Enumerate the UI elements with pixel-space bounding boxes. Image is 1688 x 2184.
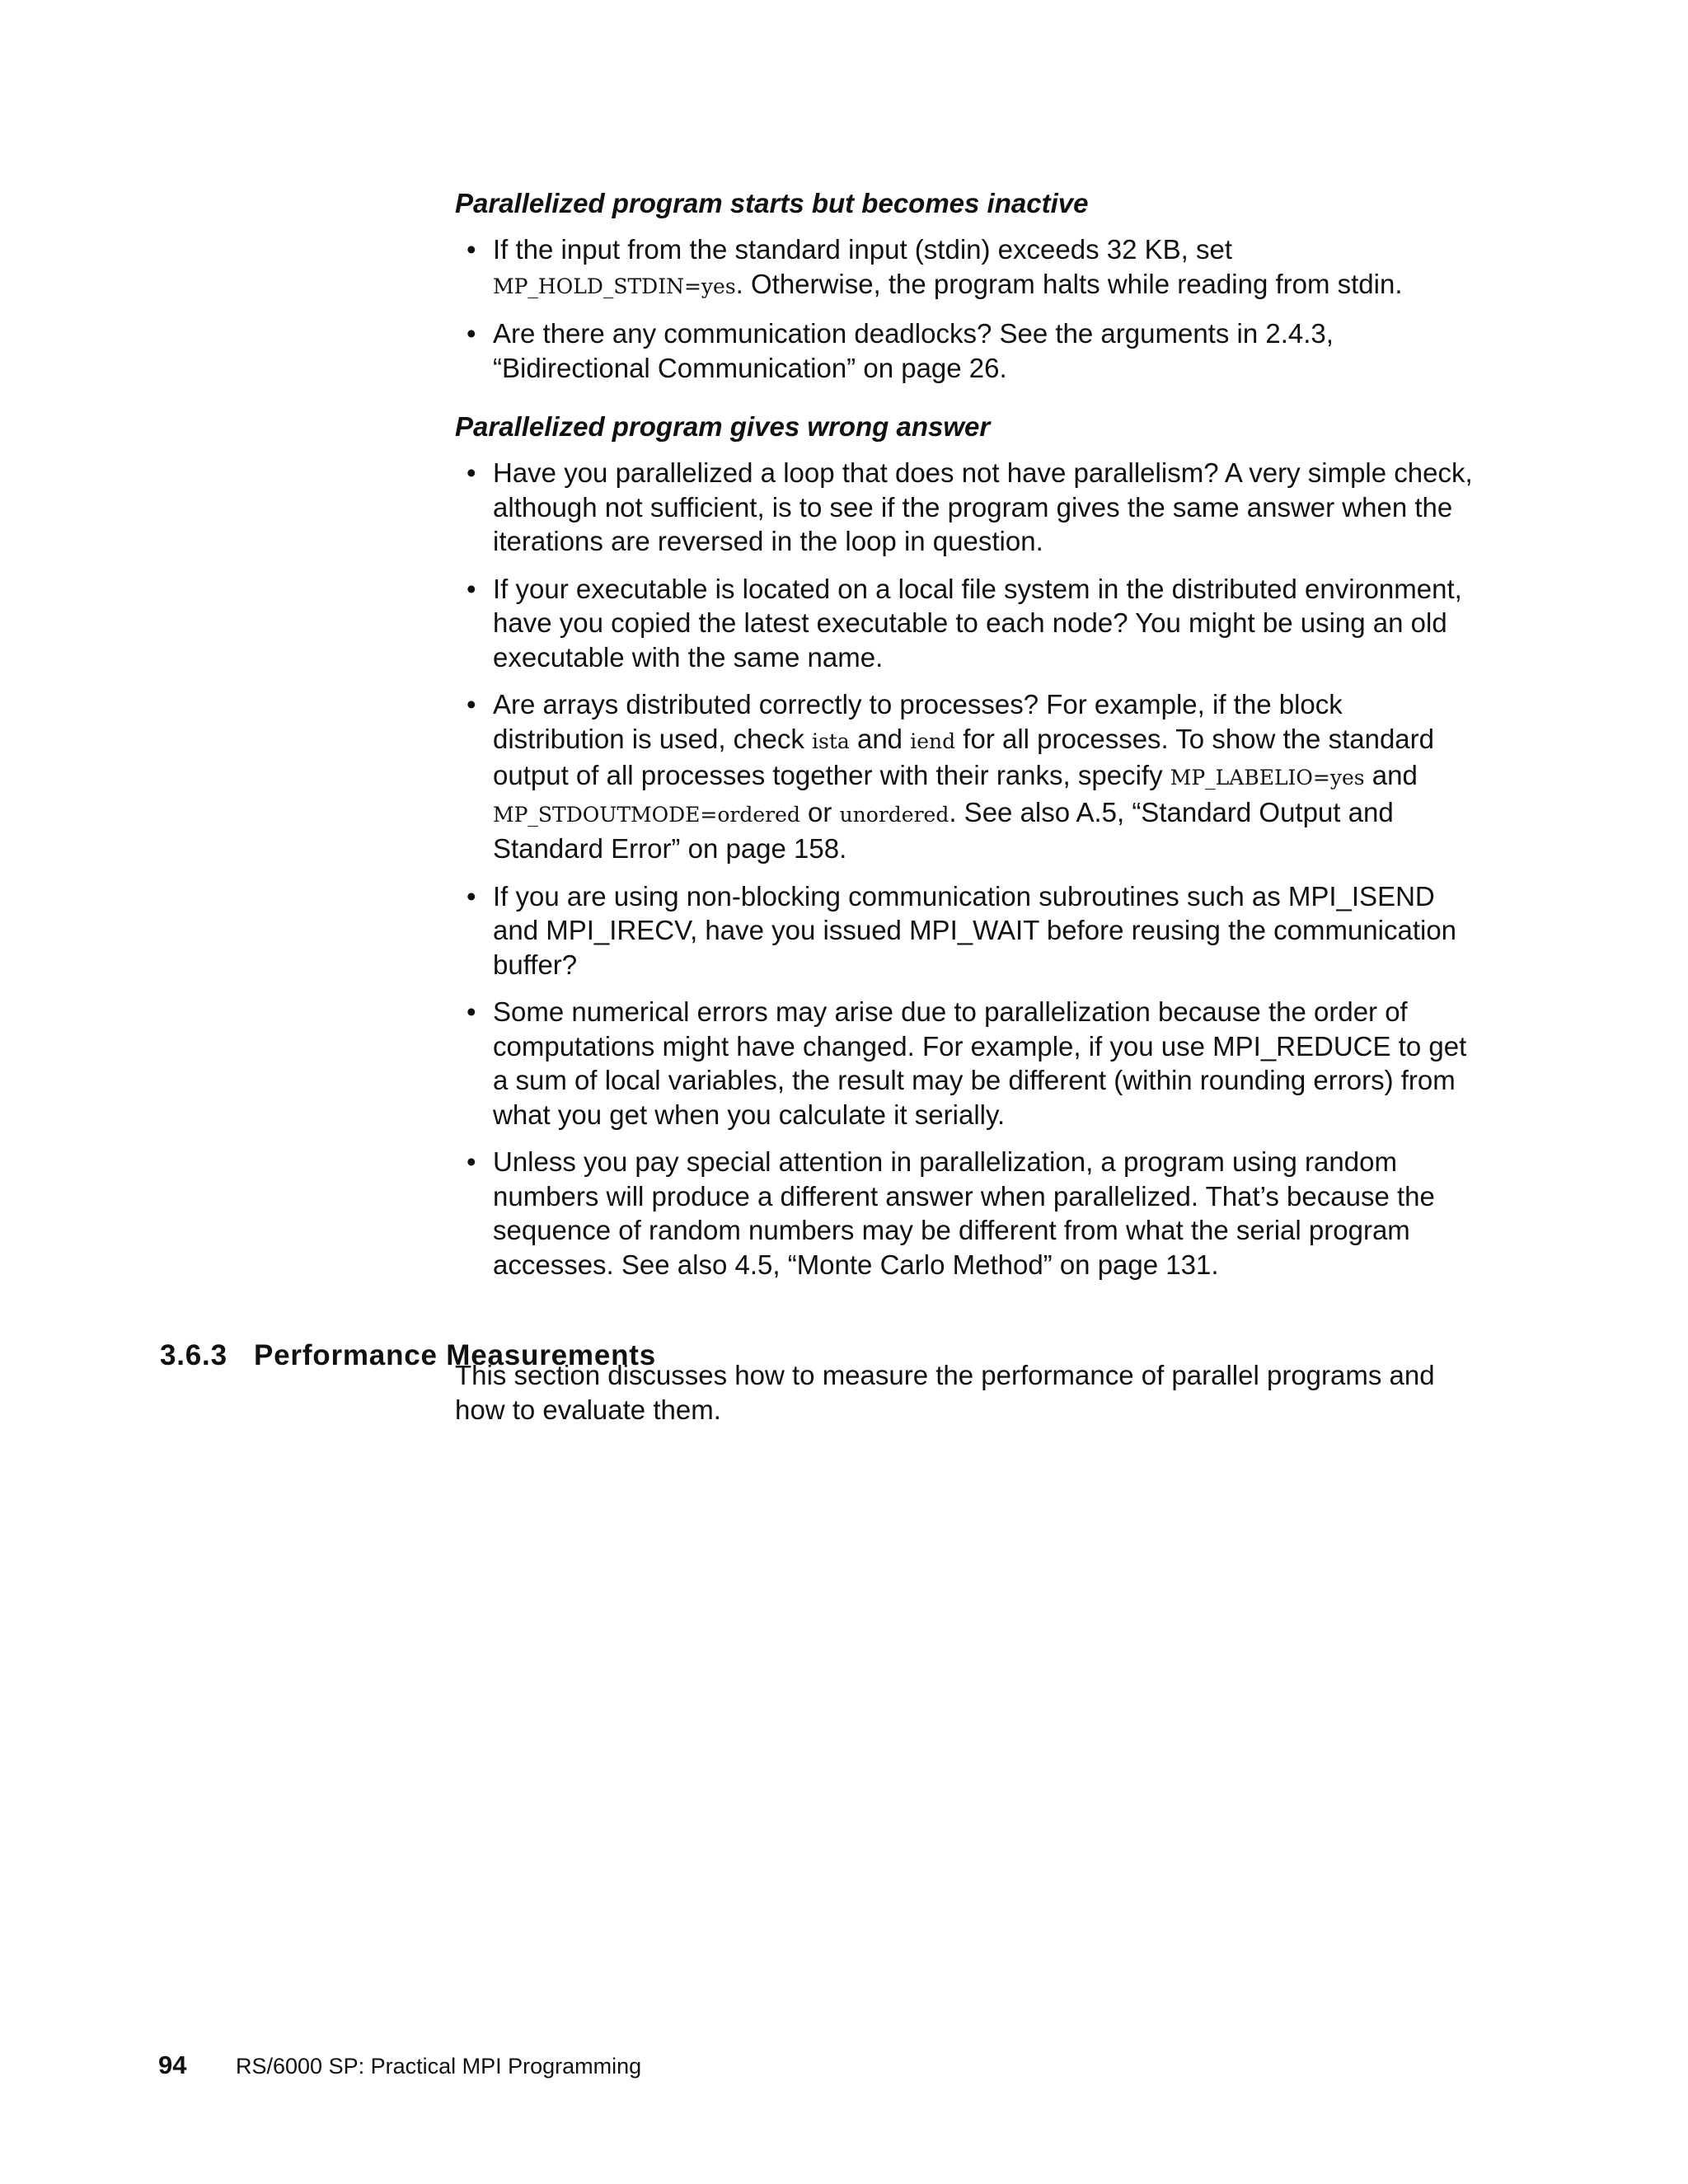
item-text: Unless you pay special attention in parallelization, a program using random numbers will produce a different answer when parallelized. That’s because the sequence of random numbers may be different from what the serial program accesses. See also 4.5, “Monte Carlo Method” on page 131. [493,1146,1435,1280]
book-title: RS/6000 SP: Practical MPI Programming [236,2054,642,2079]
code-term: MP_HOLD_STDIN=yes [493,274,736,298]
page-footer [158,2050,641,2080]
item-text: If the input from the standard input (stdin) exceeds 32 KB, set [493,234,1232,265]
bullet-glyph: • [467,880,476,912]
page-number: 94 [158,2050,187,2079]
list-item [455,879,1477,982]
item-text: for all processes. To show the standard output of all processes together with their ranks, specify [493,723,1434,790]
code-term: unordered [839,802,950,827]
bullet-glyph: • [467,573,476,604]
subheading-program-inactive: Parallelized program starts but becomes inactive [455,188,1089,218]
list-item [455,1145,1477,1282]
item-text: Have you parallelized a loop that does not have parallelism? A very simple check, although not sufficient, is to see if the program gives the same answer when the iterations are reversed in the loop in question. [493,457,1473,556]
bullet-glyph: • [467,234,476,265]
subheading-wrong-answer: Parallelized program gives wrong answer [455,411,991,442]
item-text: Some numerical errors may arise due to parallelization because the order of computations might have changed. For example, if you use MPI_REDUCE to get a sum of local variables, the result may be different (within rounding errors) from what you get when you calculate it serially. [493,996,1467,1130]
bullet-glyph: • [467,1146,476,1177]
code-term: ista [812,729,850,753]
bullet-glyph: • [467,457,476,488]
item-text: . See also A.5, “Standard Output and Standard Error” on page 158. [493,796,1394,864]
bullet-list-wrong-answer [455,456,1477,1282]
item-text: If your executable is located on a local file system in the distributed environment, have you copied the latest executable to each node? You might be using an old executable with the same name. [493,573,1462,673]
item-text: and [849,723,911,754]
list-item [455,995,1477,1132]
section-body-text: This section discusses how to measure the performance of parallel programs and how to evaluate them. [455,1360,1435,1425]
item-text: . Otherwise, the program halts while reading from stdin. [735,268,1403,299]
item-text: If you are using non-blocking communication subroutines such as MPI_ISEND and MPI_IRECV, have you issued MPI_WAIT before reusing the communication buffer? [493,880,1457,980]
item-text: or [799,796,840,827]
bullet-glyph: • [467,689,476,719]
list-item [455,316,1477,385]
list-item [455,572,1477,675]
bullet-list-inactive [455,232,1477,385]
list-item [455,232,1477,303]
section-title: Performance Measurements [254,1339,657,1372]
bullet-glyph: • [467,996,476,1027]
list-item [455,456,1477,559]
main-content [455,186,1477,1306]
code-term: iend [910,729,956,753]
item-text: and [1364,760,1418,790]
code-term: MP_LABELIO=yes [1170,766,1365,790]
section-number: 3.6.3 [160,1339,227,1372]
item-text: Are arrays distributed correctly to processes? For example, if the block distribution is used, check [493,689,1343,754]
bullet-glyph: • [467,318,476,349]
list-item [455,687,1477,866]
item-text: Are there any communication deadlocks? See the arguments in 2.4.3, “Bidirectional Communication” on page 26. [493,318,1334,383]
code-term: MP_STDOUTMODE=ordered [493,802,800,827]
